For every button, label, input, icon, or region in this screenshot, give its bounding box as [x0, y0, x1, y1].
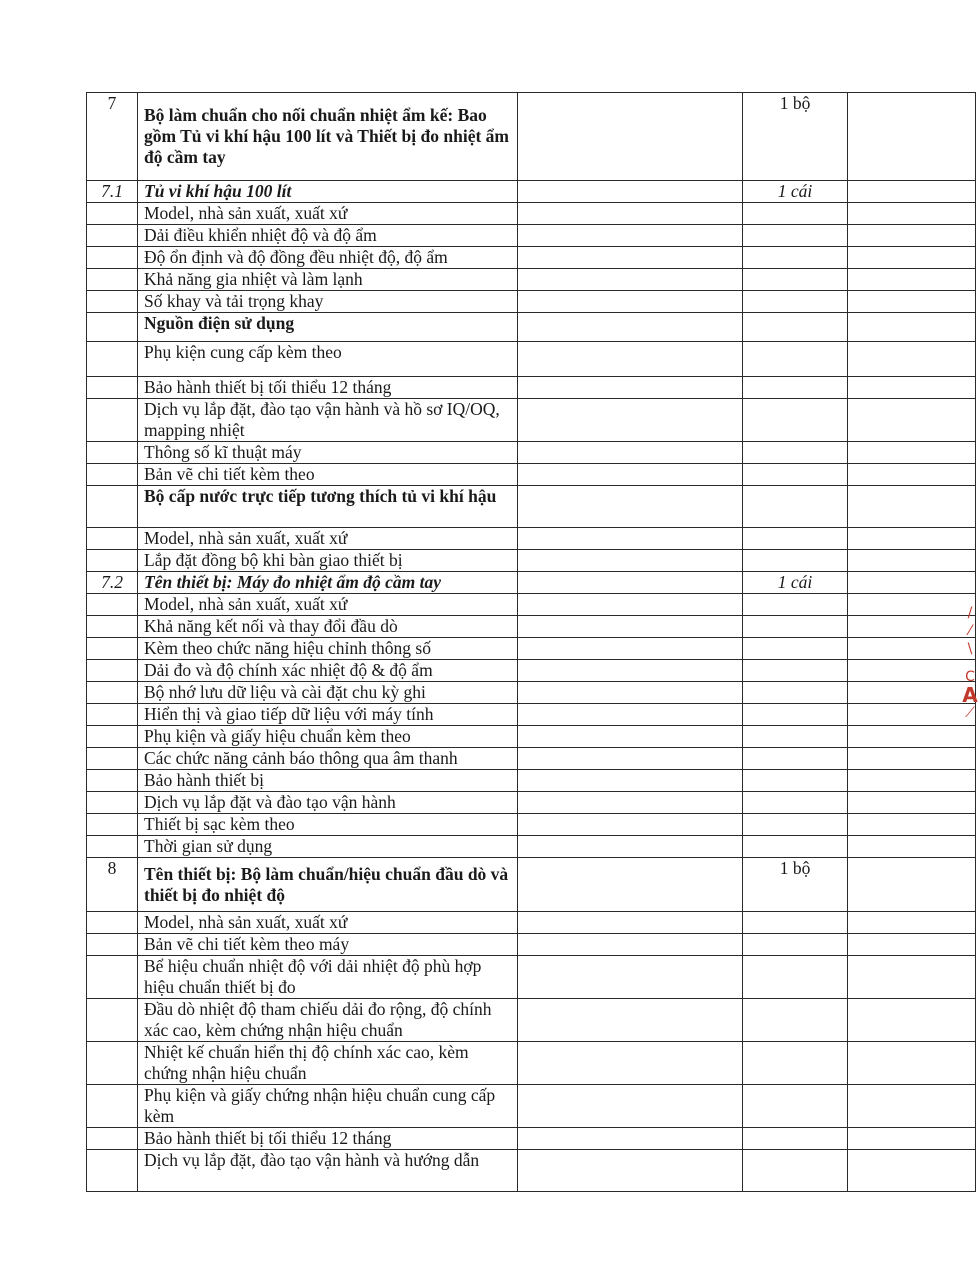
spec-cell [518, 93, 743, 181]
note-cell [848, 377, 976, 399]
row-description: Dịch vụ lắp đặt, đào tạo vận hành và hướng dẫn [138, 1150, 518, 1192]
row-number [87, 399, 138, 442]
spec-cell [518, 1128, 743, 1150]
table-row [87, 1150, 976, 1192]
table-row [87, 291, 976, 313]
spec-cell [518, 313, 743, 342]
spec-cell [518, 464, 743, 486]
row-quantity: 1 cái [743, 572, 848, 594]
row-quantity [743, 594, 848, 616]
table-row [87, 682, 976, 704]
note-cell [848, 836, 976, 858]
note-cell [848, 181, 976, 203]
row-number [87, 442, 138, 464]
row-quantity [743, 1150, 848, 1192]
row-number [87, 726, 138, 748]
row-description: Model, nhà sản xuất, xuất xứ [138, 912, 518, 934]
row-description: Số khay và tải trọng khay [138, 291, 518, 313]
row-description: Thiết bị sạc kèm theo [138, 814, 518, 836]
spec-cell [518, 225, 743, 247]
row-number [87, 377, 138, 399]
table-row [87, 704, 976, 726]
row-quantity [743, 464, 848, 486]
row-quantity [743, 616, 848, 638]
row-quantity [743, 550, 848, 572]
spec-cell [518, 203, 743, 225]
spec-cell [518, 442, 743, 464]
spec-cell [518, 342, 743, 377]
row-description: Bảo hành thiết bị tối thiểu 12 tháng [138, 1128, 518, 1150]
table-row [87, 269, 976, 291]
row-description: Phụ kiện và giấy hiệu chuẩn kèm theo [138, 726, 518, 748]
row-number [87, 291, 138, 313]
row-number: 8 [87, 858, 138, 912]
spec-cell [518, 594, 743, 616]
row-number [87, 594, 138, 616]
row-quantity: 1 bộ [743, 858, 848, 912]
row-description: Khả năng kết nối và thay đổi đầu dò [138, 616, 518, 638]
row-quantity [743, 638, 848, 660]
note-cell [848, 225, 976, 247]
row-quantity [743, 1128, 848, 1150]
row-quantity [743, 1042, 848, 1085]
table-row [87, 486, 976, 528]
row-quantity [743, 399, 848, 442]
note-cell [848, 770, 976, 792]
row-number [87, 1128, 138, 1150]
note-cell [848, 748, 976, 770]
table-row [87, 726, 976, 748]
row-number [87, 770, 138, 792]
spec-cell [518, 399, 743, 442]
row-quantity: 1 bộ [743, 93, 848, 181]
row-quantity [743, 225, 848, 247]
note-cell [848, 291, 976, 313]
table-row [87, 464, 976, 486]
note-cell [848, 313, 976, 342]
spec-cell [518, 792, 743, 814]
row-quantity [743, 442, 848, 464]
row-description: Thông số kĩ thuật máy [138, 442, 518, 464]
spec-cell [518, 247, 743, 269]
row-description: Lắp đặt đồng bộ khi bàn giao thiết bị [138, 550, 518, 572]
row-description: Model, nhà sản xuất, xuất xứ [138, 203, 518, 225]
row-quantity [743, 377, 848, 399]
row-description: Bản vẽ chi tiết kèm theo máy [138, 934, 518, 956]
spec-cell [518, 377, 743, 399]
row-number [87, 1150, 138, 1192]
row-number [87, 934, 138, 956]
row-quantity [743, 660, 848, 682]
table-row [87, 93, 976, 181]
note-cell [848, 638, 976, 660]
row-description: Dịch vụ lắp đặt và đào tạo vận hành [138, 792, 518, 814]
row-quantity [743, 486, 848, 528]
note-cell [848, 594, 976, 616]
row-description: Dịch vụ lắp đặt, đào tạo vận hành và hồ sơ IQ/OQ, mapping nhiệt [138, 399, 518, 442]
note-cell [848, 342, 976, 377]
note-cell [848, 660, 976, 682]
row-number [87, 1085, 138, 1128]
spec-cell [518, 572, 743, 594]
note-cell [848, 486, 976, 528]
row-description: Bảo hành thiết bị [138, 770, 518, 792]
row-number: 7.1 [87, 181, 138, 203]
spec-cell [518, 704, 743, 726]
row-description: Bộ làm chuẩn cho nối chuẩn nhiệt ẩm kế: Bao gồm Tủ vi khí hậu 100 lít và Thiết bị đo nhiệt ẩm độ cầm tay [138, 93, 518, 181]
note-cell [848, 442, 976, 464]
spec-cell [518, 550, 743, 572]
table-row [87, 181, 976, 203]
row-number [87, 225, 138, 247]
table-row [87, 342, 976, 377]
table-row [87, 660, 976, 682]
note-cell [848, 203, 976, 225]
row-quantity [743, 912, 848, 934]
note-cell [848, 528, 976, 550]
table-row [87, 638, 976, 660]
row-number [87, 638, 138, 660]
row-number [87, 203, 138, 225]
table-row [87, 203, 976, 225]
row-number [87, 682, 138, 704]
table-row [87, 442, 976, 464]
table-row [87, 572, 976, 594]
note-cell [848, 934, 976, 956]
spec-cell [518, 858, 743, 912]
spec-cell [518, 999, 743, 1042]
row-number [87, 912, 138, 934]
note-cell [848, 999, 976, 1042]
note-cell [848, 93, 976, 181]
row-number [87, 792, 138, 814]
spec-cell [518, 1085, 743, 1128]
row-number [87, 464, 138, 486]
row-number [87, 486, 138, 528]
row-number [87, 999, 138, 1042]
table-row [87, 528, 976, 550]
row-quantity [743, 934, 848, 956]
row-number [87, 528, 138, 550]
row-description: Model, nhà sản xuất, xuất xứ [138, 528, 518, 550]
table-row [87, 858, 976, 912]
note-cell [848, 1042, 976, 1085]
row-description: Thời gian sử dụng [138, 836, 518, 858]
note-cell [848, 550, 976, 572]
spec-cell [518, 616, 743, 638]
row-number [87, 704, 138, 726]
row-description: Các chức năng cảnh báo thông qua âm thanh [138, 748, 518, 770]
specification-table [86, 92, 976, 1192]
row-description: Nhiệt kế chuẩn hiển thị độ chính xác cao, kèm chứng nhận hiệu chuẩn [138, 1042, 518, 1085]
note-cell [848, 464, 976, 486]
note-cell [848, 704, 976, 726]
table-row [87, 934, 976, 956]
row-quantity [743, 269, 848, 291]
spec-cell [518, 528, 743, 550]
row-number [87, 1042, 138, 1085]
spec-cell [518, 836, 743, 858]
row-description: Nguồn điện sử dụng [138, 313, 518, 342]
row-description: Đầu dò nhiệt độ tham chiếu dải đo rộng, độ chính xác cao, kèm chứng nhận hiệu chuẩn [138, 999, 518, 1042]
note-cell [848, 572, 976, 594]
row-quantity [743, 313, 848, 342]
note-cell [848, 616, 976, 638]
row-number: 7.2 [87, 572, 138, 594]
spec-cell [518, 748, 743, 770]
row-number [87, 660, 138, 682]
note-cell [848, 726, 976, 748]
note-cell [848, 1150, 976, 1192]
row-description: Tên thiết bị: Bộ làm chuẩn/hiệu chuẩn đầu dò và thiết bị đo nhiệt độ [138, 858, 518, 912]
spec-cell [518, 956, 743, 999]
spec-cell [518, 814, 743, 836]
table-row [87, 1042, 976, 1085]
table-row [87, 399, 976, 442]
spec-cell [518, 912, 743, 934]
row-description: Dải đo và độ chính xác nhiệt độ & độ ẩm [138, 660, 518, 682]
row-description: Kèm theo chức năng hiệu chỉnh thông số [138, 638, 518, 660]
spec-cell [518, 726, 743, 748]
row-number [87, 550, 138, 572]
row-quantity [743, 770, 848, 792]
row-quantity [743, 1085, 848, 1128]
table-row [87, 748, 976, 770]
row-number [87, 247, 138, 269]
note-cell [848, 247, 976, 269]
table-row [87, 1085, 976, 1128]
row-quantity [743, 247, 848, 269]
row-number [87, 814, 138, 836]
row-quantity [743, 528, 848, 550]
row-quantity [743, 999, 848, 1042]
row-number [87, 342, 138, 377]
note-cell [848, 814, 976, 836]
row-quantity [743, 342, 848, 377]
table-row [87, 225, 976, 247]
spec-cell [518, 682, 743, 704]
specification-table-body [87, 93, 976, 1192]
note-cell [848, 792, 976, 814]
row-quantity [743, 748, 848, 770]
row-quantity [743, 203, 848, 225]
table-row [87, 912, 976, 934]
table-row [87, 550, 976, 572]
stamp-letter: A [962, 683, 978, 707]
row-number: 7 [87, 93, 138, 181]
spec-cell [518, 638, 743, 660]
table-row [87, 1128, 976, 1150]
row-quantity [743, 291, 848, 313]
row-number [87, 313, 138, 342]
row-quantity [743, 726, 848, 748]
spec-cell [518, 660, 743, 682]
row-quantity [743, 704, 848, 726]
note-cell [848, 269, 976, 291]
table-row [87, 247, 976, 269]
row-description: Khả năng gia nhiệt và làm lạnh [138, 269, 518, 291]
table-row [87, 616, 976, 638]
row-description: Bảo hành thiết bị tối thiểu 12 tháng [138, 377, 518, 399]
row-description: Phụ kiện và giấy chứng nhận hiệu chuẩn cung cấp kèm [138, 1085, 518, 1128]
row-number [87, 616, 138, 638]
note-cell [848, 956, 976, 999]
row-description: Hiển thị và giao tiếp dữ liệu với máy tính [138, 704, 518, 726]
spec-cell [518, 1150, 743, 1192]
row-description: Tên thiết bị: Máy đo nhiệt ẩm độ cầm tay [138, 572, 518, 594]
spec-cell [518, 181, 743, 203]
row-number [87, 836, 138, 858]
table-row [87, 377, 976, 399]
row-description: Độ ổn định và độ đồng đều nhiệt độ, độ ẩm [138, 247, 518, 269]
row-description: Tủ vi khí hậu 100 lít [138, 181, 518, 203]
row-description: Bộ nhớ lưu dữ liệu và cài đặt chu kỳ ghi [138, 682, 518, 704]
row-description: Model, nhà sản xuất, xuất xứ [138, 594, 518, 616]
note-cell [848, 858, 976, 912]
note-cell [848, 1128, 976, 1150]
note-cell [848, 912, 976, 934]
row-description: Phụ kiện cung cấp kèm theo [138, 342, 518, 377]
table-row [87, 313, 976, 342]
table-row [87, 770, 976, 792]
spec-cell [518, 486, 743, 528]
table-row [87, 999, 976, 1042]
seal-stamp-fragment: / ⁄ \ C A ⟋ [960, 600, 980, 760]
row-number [87, 748, 138, 770]
table-row [87, 836, 976, 858]
row-description: Bộ cấp nước trực tiếp tương thích tủ vi khí hậu [138, 486, 518, 528]
note-cell [848, 1085, 976, 1128]
row-number [87, 269, 138, 291]
table-row [87, 792, 976, 814]
row-quantity [743, 682, 848, 704]
row-quantity [743, 792, 848, 814]
spec-cell [518, 934, 743, 956]
table-row [87, 594, 976, 616]
row-quantity [743, 814, 848, 836]
row-number [87, 956, 138, 999]
note-cell [848, 682, 976, 704]
row-quantity [743, 956, 848, 999]
row-description: Bể hiệu chuẩn nhiệt độ với dải nhiệt độ phù hợp hiệu chuẩn thiết bị đo [138, 956, 518, 999]
row-description: Dải điều khiển nhiệt độ và độ ẩm [138, 225, 518, 247]
spec-cell [518, 1042, 743, 1085]
spec-cell [518, 770, 743, 792]
row-quantity: 1 cái [743, 181, 848, 203]
row-description: Bản vẽ chi tiết kèm theo [138, 464, 518, 486]
table-row [87, 814, 976, 836]
table-row [87, 956, 976, 999]
spec-cell [518, 269, 743, 291]
spec-cell [518, 291, 743, 313]
row-quantity [743, 836, 848, 858]
note-cell [848, 399, 976, 442]
